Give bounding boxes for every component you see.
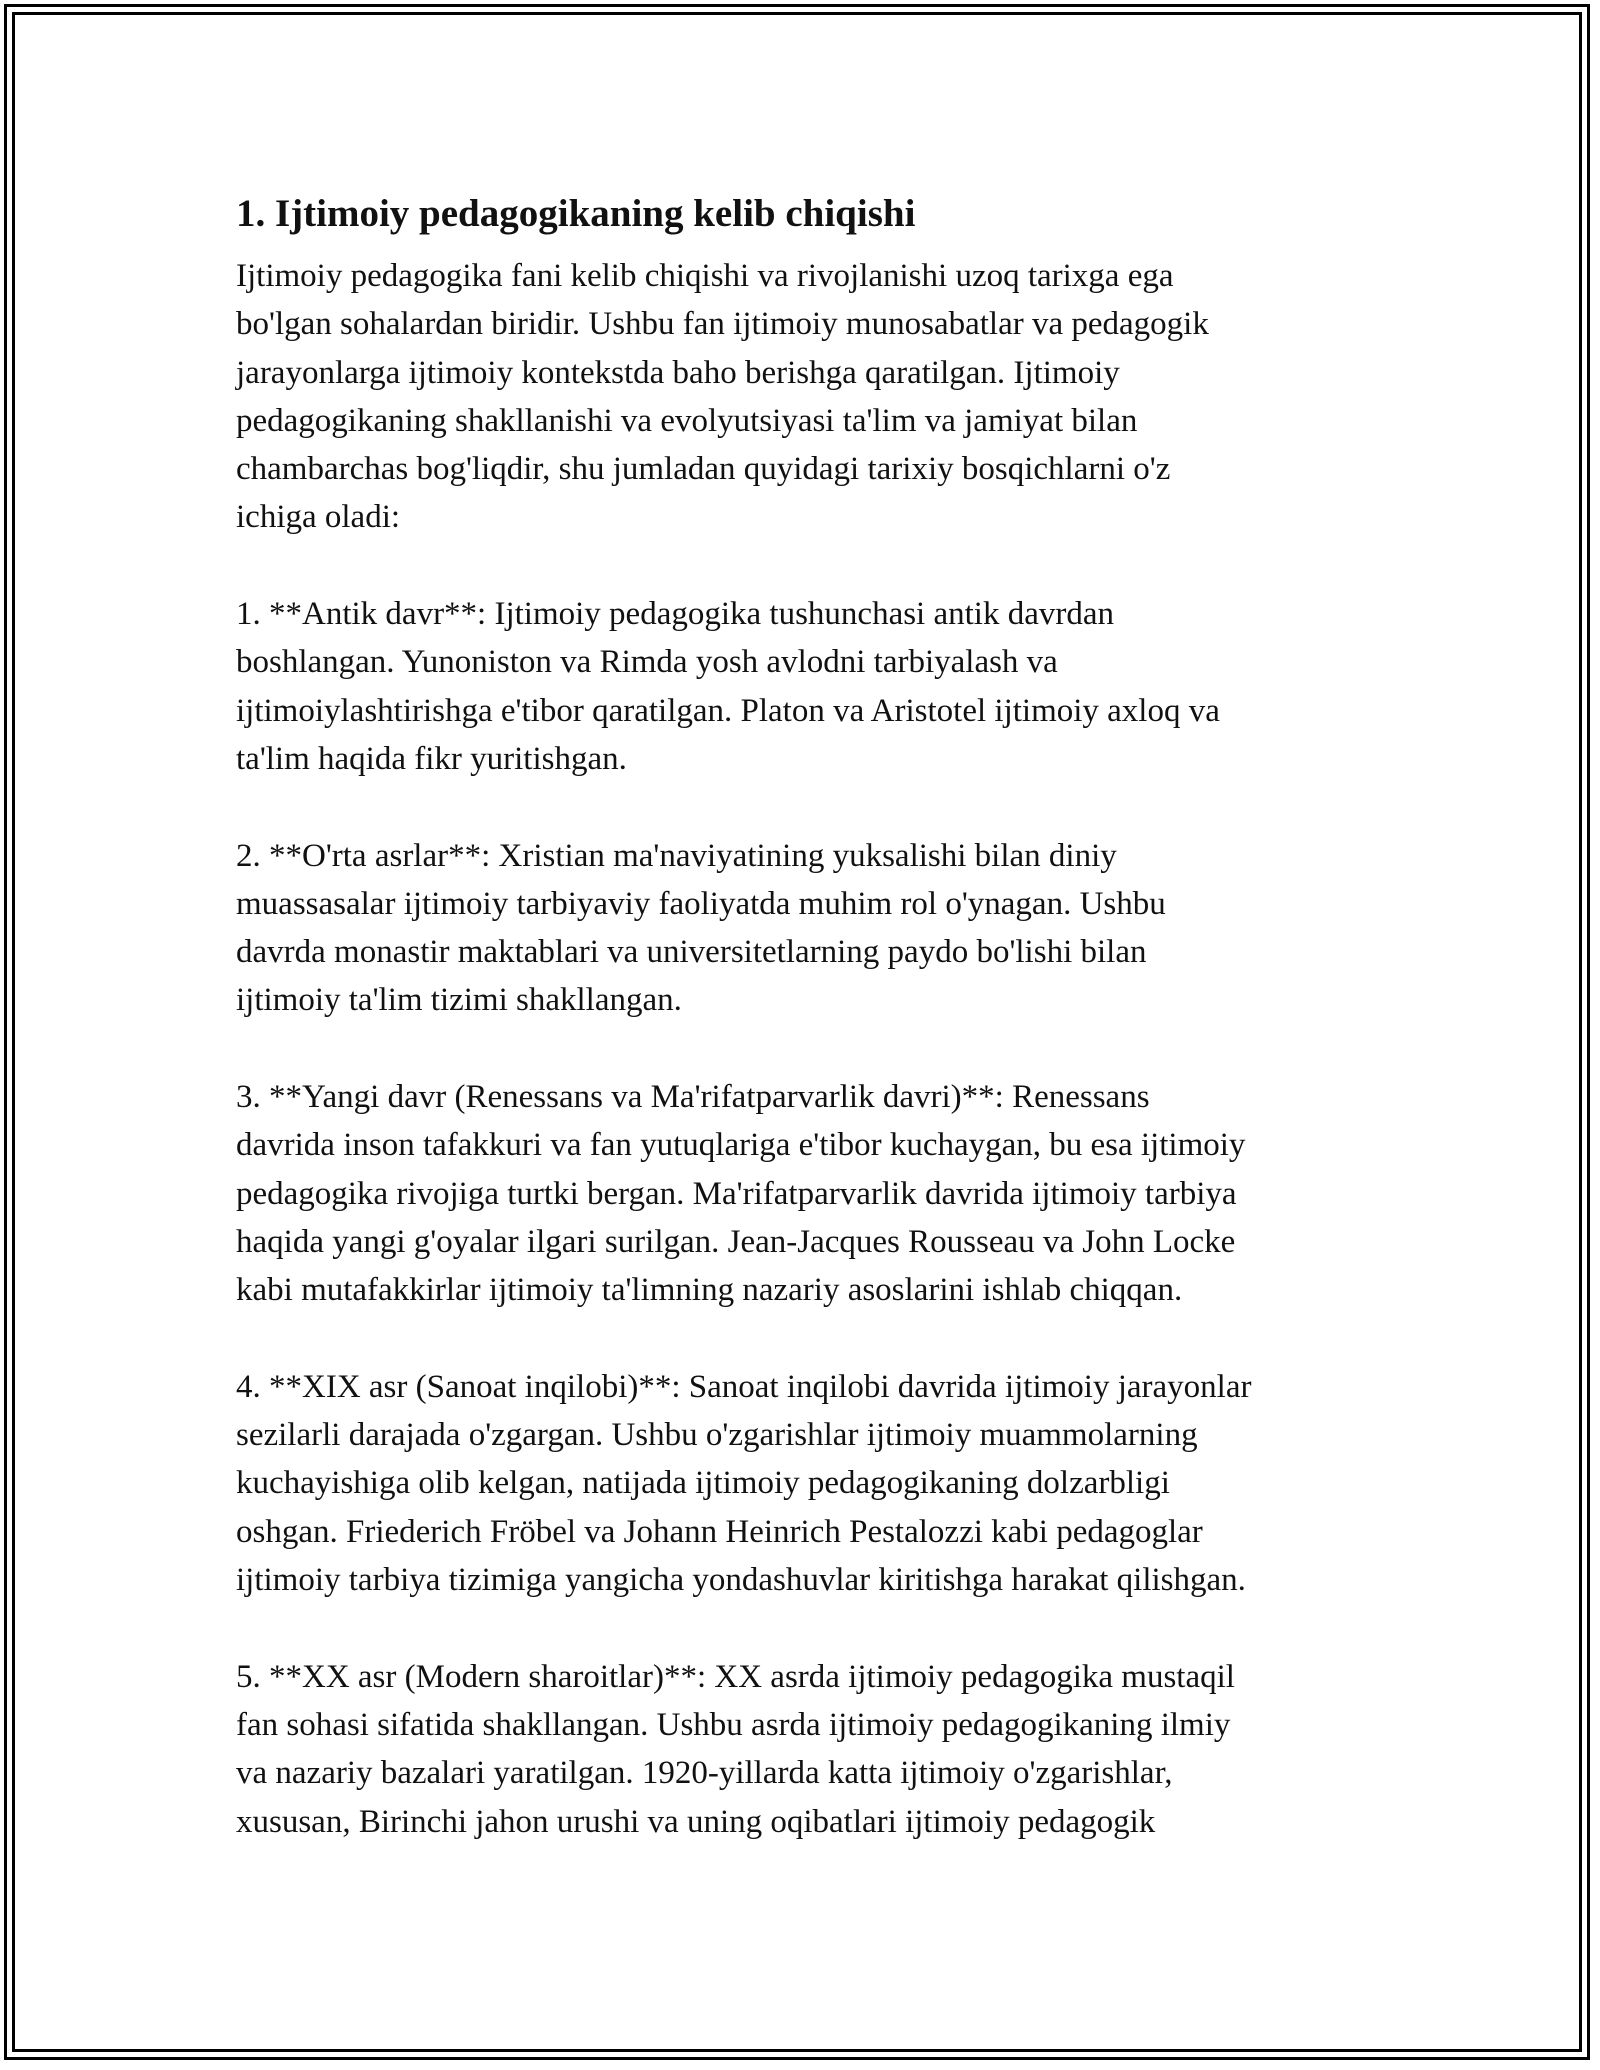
document-body <box>236 188 1386 1894</box>
list-item-antik-davr: 1. **Antik davr**: Ijtimoiy pedagogika tushunchasi antik davrdan boshlangan. Yunoniston va Rimda yosh avlodni tarbiyalash va ijtimoiylashtirishga e'tibor qaratilgan. Platon va Aristotel ijtimoiy axloq va ta'lim haqida fikr yuritishgan. <box>236 596 1220 777</box>
list-item-xix-asr: 4. **XIX asr (Sanoat inqilobi)**: Sanoat inqilobi davrida ijtimoiy jarayonlar sezilarli darajada o'zgargan. Ushbu o'zgarishlar ijtimoiy muammolarning kuchayishiga olib kelgan, natijada ijtimoiy pedagogikaning dolzarbligi oshgan. Friederich Fröbel va Johann Heinrich Pestalozzi kabi pedagoglar ijtimoiy tarbiya tizimiga yangicha yondashuvlar kiritishga harakat qilishgan. <box>236 1368 1252 1599</box>
intro-paragraph: Ijtimoiy pedagogika fani kelib chiqishi va rivojlanishi uzoq tarixga ega bo'lgan sohalardan biridir. Ushbu fan ijtimoiy munosabatlar va pedagogik jarayonlarga ijtimoiy kontekstda baho berishga qaratilgan. Ijtimoiy pedagogikaning shakllanishi va evolyutsiyasi ta'lim va jamiyat bilan chambarchas bog'liqdir, shu jumladan quyidagi tarixiy bosqichlarni o'z ichiga oladi: <box>236 258 1209 536</box>
list-item-orta-asrlar: 2. **O'rta asrlar**: Xristian ma'naviyatining yuksalishi bilan diniy muassasalar ijtimoiy tarbiyaviy faoliyatda muhim rol o'ynagan. Ushbu davrda monastir maktablari va universitetlarning paydo bo'lishi bilan ijtimoiy ta'lim tizimi shakllangan. <box>236 837 1166 1019</box>
list-item-xx-asr: 5. **XX asr (Modern sharoitlar)**: XX asrda ijtimoiy pedagogika mustaqil fan sohasi sifatida shakllangan. Ushbu asrda ijtimoiy pedagogikaning ilmiy va nazariy bazalari yaratilgan. 1920-yillarda katta ijtimoiy o'zgarishlar, xususan, Birinchi jahon urushi va uning oqibatlari ijtimoiy pedagogik <box>236 1658 1235 1840</box>
list-item-yangi-davr: 3. **Yangi davr (Renessans va Ma'rifatparvarlik davri)**: Renessans davrida inson tafakkuri va fan yutuqlariga e'tibor kuchaygan, bu esa ijtimoiy pedagogika rivojiga turtki bergan. Ma'rifatparvarlik davrida ijtimoiy tarbiya haqida yangi g'oyalar ilgari surilgan. Jean-Jacques Rousseau va John Locke kabi mutafakkirlar ijtimoiy ta'limning nazariy asoslarini ishlab chiqqan. <box>236 1079 1246 1309</box>
section-title: 1. Ijtimoiy pedagogikaning kelib chiqishi <box>236 192 916 235</box>
